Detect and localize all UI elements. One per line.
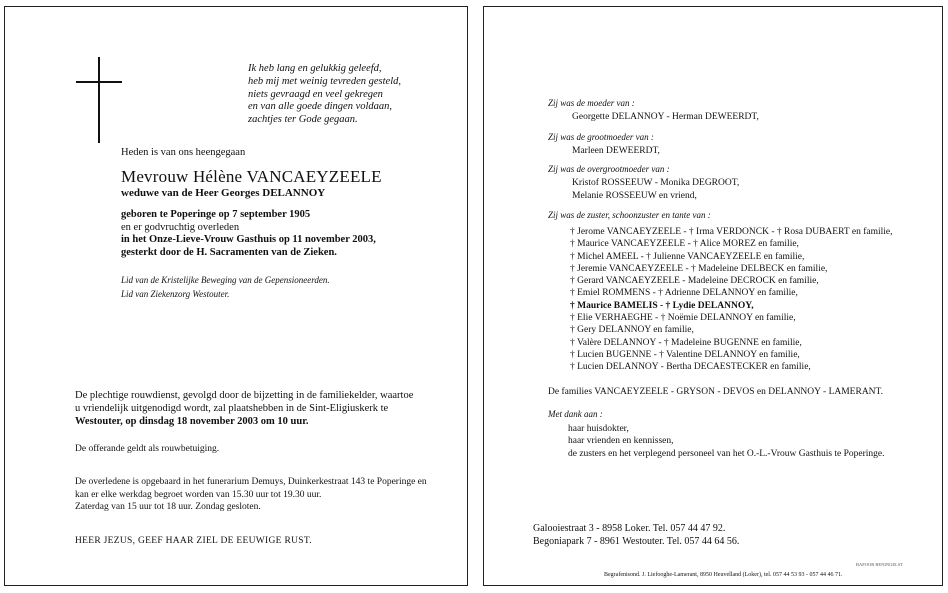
thanks-entry: haar huisdokter, bbox=[568, 424, 629, 434]
grandmother-heading: Zij was de grootmoeder van : bbox=[548, 132, 654, 142]
poem-line: niets gevraagd en veel gekregen bbox=[248, 88, 383, 100]
printer-credit: Begrafenisond. J. Liefooghe-Lamerant, 8950 Heuvelland (Loker), tel. 057 44 53 93 - 057 44 46 71. bbox=[604, 572, 843, 578]
bio-line: in het Onze-Lieve-Vrouw Gasthuis op 11 november 2003, bbox=[121, 234, 376, 246]
address-line: Galooiestraat 3 - 8958 Loker. Tel. 057 44 47 92. bbox=[533, 523, 726, 534]
cross-icon-bar bbox=[76, 81, 122, 83]
relative-entry: † Emiel ROMMENS - † Adrienne DELANNOY en familie, bbox=[570, 288, 798, 299]
wake-line: Zaterdag van 15 uur tot 18 uur. Zondag gesloten. bbox=[75, 502, 261, 512]
relative-entry: † Maurice BAMELIS - † Lydie DELANNOY, bbox=[570, 300, 754, 311]
ceremony-notice bbox=[75, 389, 413, 428]
poem-line: heb mij met weinig tevreden gesteld, bbox=[248, 75, 401, 87]
relative-entry: † Lucien BUGENNE - † Valentine DELANNOY en familie, bbox=[570, 349, 800, 360]
biography bbox=[121, 209, 376, 259]
name-surname: VANCAEYZEELE bbox=[246, 167, 382, 186]
membership-line: Lid van de Kristelijke Beweging van de Gepensioneerden. bbox=[121, 275, 330, 285]
poem-line: zachtjes ter Gode gegaan. bbox=[248, 114, 358, 126]
relative-entry: † Elie VERHAEGHE - † Noëmie DELANNOY en familie, bbox=[570, 313, 796, 324]
cross-icon bbox=[98, 57, 100, 143]
mother-heading: Zij was de moeder van : bbox=[548, 98, 635, 108]
relative-entry: † Michel AMEEL - † Julienne VANCAEYZEELE en familie, bbox=[570, 251, 805, 262]
relative-entry: † Gery DELANNOY en familie, bbox=[570, 325, 694, 336]
greatgrandmother-heading: Zij was de overgrootmoeder van : bbox=[548, 164, 670, 174]
memberships bbox=[121, 273, 330, 301]
greatgrandchild: Melanie ROSSEEUW en vriend, bbox=[572, 191, 697, 201]
poem bbox=[248, 63, 401, 127]
mother-of: Georgette DELANNOY - Herman DEWEERDT, bbox=[572, 112, 759, 122]
printer-mark: BAFOOR RENINGELST bbox=[856, 562, 904, 567]
grandmother-of: Marleen DEWEERDT, bbox=[572, 146, 660, 156]
ceremony-line: u vriendelijk uitgenodigd wordt, zal plaatshebben in de Sint-Eligiuskerk te bbox=[75, 403, 389, 414]
bio-line: gesterkt door de H. Sacramenten van de Zieken. bbox=[121, 246, 337, 258]
widow-line: weduwe van de Heer Georges DELANNOY bbox=[121, 187, 326, 199]
poem-line: Ik heb lang en gelukkig geleefd, bbox=[248, 63, 382, 74]
left-page bbox=[4, 6, 468, 586]
relative-entry: † Lucien DELANNOY - Bertha DECAESTECKER en familie, bbox=[570, 362, 811, 373]
ceremony-line: De plechtige rouwdienst, gevolgd door de bijzetting in de familiekelder, waartoe bbox=[75, 390, 414, 401]
poem-line: en van alle goede dingen voldaan, bbox=[248, 101, 393, 113]
relative-entry: † Jeremie VANCAEYZEELE - † Madeleine DELBECK en familie, bbox=[570, 263, 828, 274]
families-line: De families VANCAEYZEELE - GRYSON - DEVOS en DELANNOY - LAMERANT. bbox=[548, 387, 884, 397]
relatives-list bbox=[570, 226, 892, 374]
greatgrandchild: Kristof ROSSEEUW - Monika DEGROOT, bbox=[572, 178, 740, 188]
thanks-heading: Met dank aan : bbox=[548, 409, 603, 419]
intro-text: Heden is van ons heengegaan bbox=[121, 147, 246, 158]
closing-prayer: HEER JEZUS, GEEF HAAR ZIEL DE EEUWIGE RUST. bbox=[75, 536, 312, 546]
name-prefix: Mevrouw Hélène bbox=[121, 167, 243, 186]
relative-entry: † Gerard VANCAEYZEELE - Madeleine DECROCK en familie, bbox=[570, 276, 819, 287]
wake-line: kan er elke werkdag begroet worden van 15.30 uur tot 19.30 uur. bbox=[75, 489, 322, 500]
thanks-entry: haar vrienden en kennissen, bbox=[568, 436, 674, 447]
deceased-name bbox=[121, 167, 382, 187]
offering-note: De offerande geldt als rouwbetuiging. bbox=[75, 444, 220, 454]
wake-line: De overledene is opgebaard in het funerarium Demuys, Duinkerkestraat 143 te Poperinge en bbox=[75, 477, 427, 487]
relatives-heading: Zij was de zuster, schoonzuster en tante van : bbox=[548, 210, 711, 220]
relative-entry: † Jerome VANCAEYZEELE - † Irma VERDONCK - † Rosa DUBAERT en familie, bbox=[570, 227, 893, 237]
thanks-list bbox=[568, 423, 885, 460]
wake-info bbox=[75, 476, 427, 514]
relative-entry: † Maurice VANCAEYZEELE - † Alice MOREZ en familie, bbox=[570, 239, 799, 250]
right-page bbox=[483, 6, 943, 586]
address-line: Begoniapark 7 - 8961 Westouter. Tel. 057 44 64 56. bbox=[533, 536, 740, 547]
bio-line: geboren te Poperinge op 7 september 1905 bbox=[121, 209, 311, 220]
addresses bbox=[533, 522, 739, 548]
membership-line: Lid van Ziekenzorg Westouter. bbox=[121, 289, 230, 299]
thanks-entry: de zusters en het verplegend personeel van het O.-L.-Vrouw Gasthuis te Poperinge. bbox=[568, 448, 885, 459]
relative-entry: † Valère DELANNOY - † Madeleine BUGENNE en familie, bbox=[570, 337, 802, 348]
ceremony-date: Westouter, op dinsdag 18 november 2003 om 10 uur. bbox=[75, 416, 309, 427]
bio-line: en er godvruchtig overleden bbox=[121, 221, 240, 233]
